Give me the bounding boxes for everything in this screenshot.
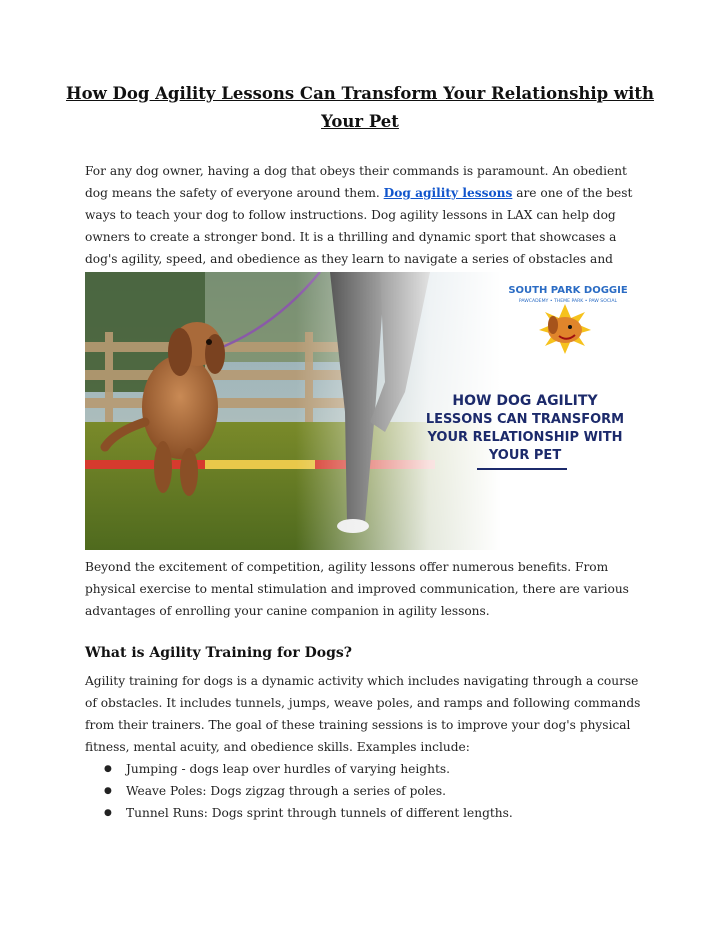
page-title: [60, 80, 660, 136]
hero-headline-line-2: LESSONS CAN TRANSFORM: [425, 412, 625, 427]
hero-headline-line-3: YOUR RELATIONSHIP WITH: [427, 430, 623, 445]
examples-list: [104, 758, 513, 824]
hero-headline-line-4: YOUR PET: [488, 448, 562, 463]
logo-name: SOUTH PARK DOGGIE: [508, 285, 628, 296]
section-paragraph: Agility training for dogs is a dynamic activity which includes navigating through a course of obstacles. It includes tunnels, jumps, weave poles, and ramps and following commands from their trainers. The goal of these training sessions is to improve your dog's physical fitness, mental acuity, and obedience skills. Examples include:: [85, 674, 641, 754]
title-line-2: Your Pet: [321, 112, 399, 131]
logo-tagline: PAWCADEMY • THEME PARK • PAW SOCIAL: [518, 299, 618, 304]
hero-headline-line-1: HOW DOG AGILITY: [452, 393, 598, 409]
list-item: ● Jumping - dogs leap over hurdles of varying heights.: [104, 758, 513, 780]
list-item: ● Weave Poles: Dogs zigzag through a series of poles.: [104, 780, 513, 802]
intro-text-after-link: are one of the best ways to teach your dog to follow instructions. Dog agility lessons in LAX can help dog owners to create a stronger bond. It is a thrilling and dynamic sport that showcases a dog's agility, speed, and obedience as they learn to navigate a series of obstacles and: [85, 186, 633, 266]
hero-image: [85, 272, 640, 550]
benefits-paragraph: Beyond the excitement of competition, agility lessons offer numerous benefits. From physical exercise to mental stimulation and improved communication, there are various advantages of enrolling your canine companion in agility lessons.: [85, 560, 629, 618]
section-heading: What is Agility Training for Dogs?: [85, 645, 352, 661]
title-line-1: How Dog Agility Lessons Can Transform Your Relationship with: [65, 84, 655, 103]
dog-agility-lessons-link[interactable]: Dog agility lessons: [383, 186, 513, 200]
intro-text-before-link: For any dog owner, having a dog that obeys their commands is paramount. An obedient dog means the safety of everyone around them.: [85, 164, 627, 200]
list-item: ● Tunnel Runs: Dogs sprint through tunnels of different lengths.: [104, 802, 513, 824]
hero-headline-underline: [477, 468, 567, 470]
